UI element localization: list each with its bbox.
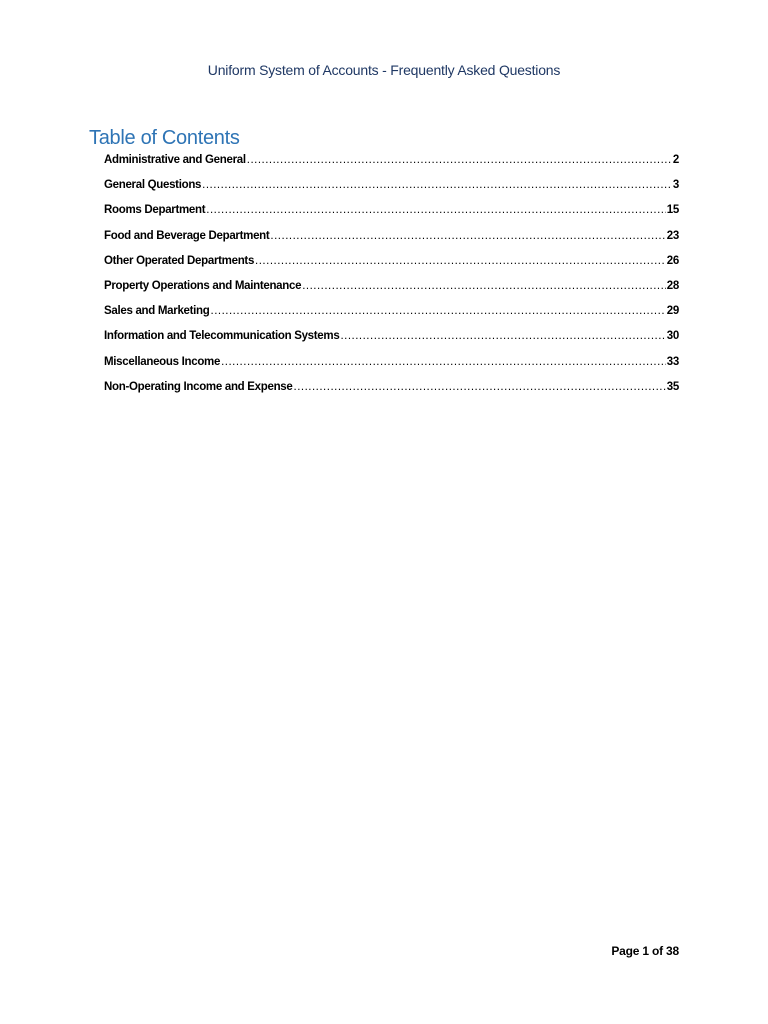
toc-entry-label: Information and Telecommunication Systems xyxy=(104,330,340,343)
toc-entry-label: Sales and Marketing xyxy=(104,305,210,318)
toc-entry-page: 23 xyxy=(666,229,679,242)
toc-heading: Table of Contents xyxy=(89,127,240,149)
toc-entry-label: Other Operated Departments xyxy=(104,254,255,267)
toc-entry-label: Administrative and General xyxy=(104,154,246,166)
toc-entry-label: Food and Beverage Department xyxy=(104,229,270,242)
toc-entry-rooms-department[interactable] xyxy=(104,204,679,229)
toc-dot-leader xyxy=(211,305,666,317)
toc-entry-sales-and-marketing[interactable] xyxy=(104,305,679,330)
toc-dot-leader xyxy=(270,230,665,242)
toc-entry-label: General Questions xyxy=(104,179,202,192)
footer-current-page: 1 xyxy=(642,944,649,958)
footer-total-pages: 38 xyxy=(666,944,679,958)
toc-dot-leader xyxy=(221,356,666,368)
toc-entry-page: 33 xyxy=(666,355,679,368)
toc-entry-label: Miscellaneous Income xyxy=(104,355,221,368)
toc-entry-label: Property Operations and Maintenance xyxy=(104,279,302,292)
footer-prefix: Page xyxy=(611,944,643,958)
toc-entry-page: 35 xyxy=(666,380,679,393)
toc-entry-non-operating-income-and-expense[interactable] xyxy=(104,381,679,406)
toc-entry-page: 29 xyxy=(666,305,679,318)
toc-dot-leader xyxy=(255,255,666,267)
toc-entry-information-and-telecommunication-systems[interactable] xyxy=(104,330,679,355)
toc-entry-property-operations-and-maintenance[interactable] xyxy=(104,280,679,305)
toc-entry-miscellaneous-income[interactable] xyxy=(104,356,679,381)
toc-entry-page: 15 xyxy=(666,204,679,217)
toc-entry-other-operated-departments[interactable] xyxy=(104,255,679,280)
toc-entry-food-and-beverage-department[interactable] xyxy=(104,230,679,255)
toc-dot-leader xyxy=(247,154,672,166)
toc-entry-page: 2 xyxy=(672,154,679,166)
document-header-title: Uniform System of Accounts - Frequently Asked Questions xyxy=(207,62,561,78)
toc-entry-page: 28 xyxy=(666,279,679,292)
table-of-contents xyxy=(104,154,679,406)
toc-dot-leader xyxy=(340,330,665,342)
toc-dot-leader xyxy=(206,204,666,216)
toc-entry-general-questions[interactable] xyxy=(104,179,679,204)
toc-entry-page: 3 xyxy=(672,179,679,192)
footer-of: of xyxy=(648,944,667,958)
toc-dot-leader xyxy=(294,381,666,393)
toc-entry-label: Rooms Department xyxy=(104,204,206,217)
toc-dot-leader xyxy=(202,179,672,191)
toc-entry-administrative-and-general[interactable] xyxy=(104,154,679,179)
toc-entry-page: 30 xyxy=(666,330,679,343)
toc-entry-page: 26 xyxy=(666,254,679,267)
page-number-footer xyxy=(0,944,679,958)
toc-dot-leader xyxy=(302,280,666,292)
toc-entry-label: Non-Operating Income and Expense xyxy=(104,380,293,393)
